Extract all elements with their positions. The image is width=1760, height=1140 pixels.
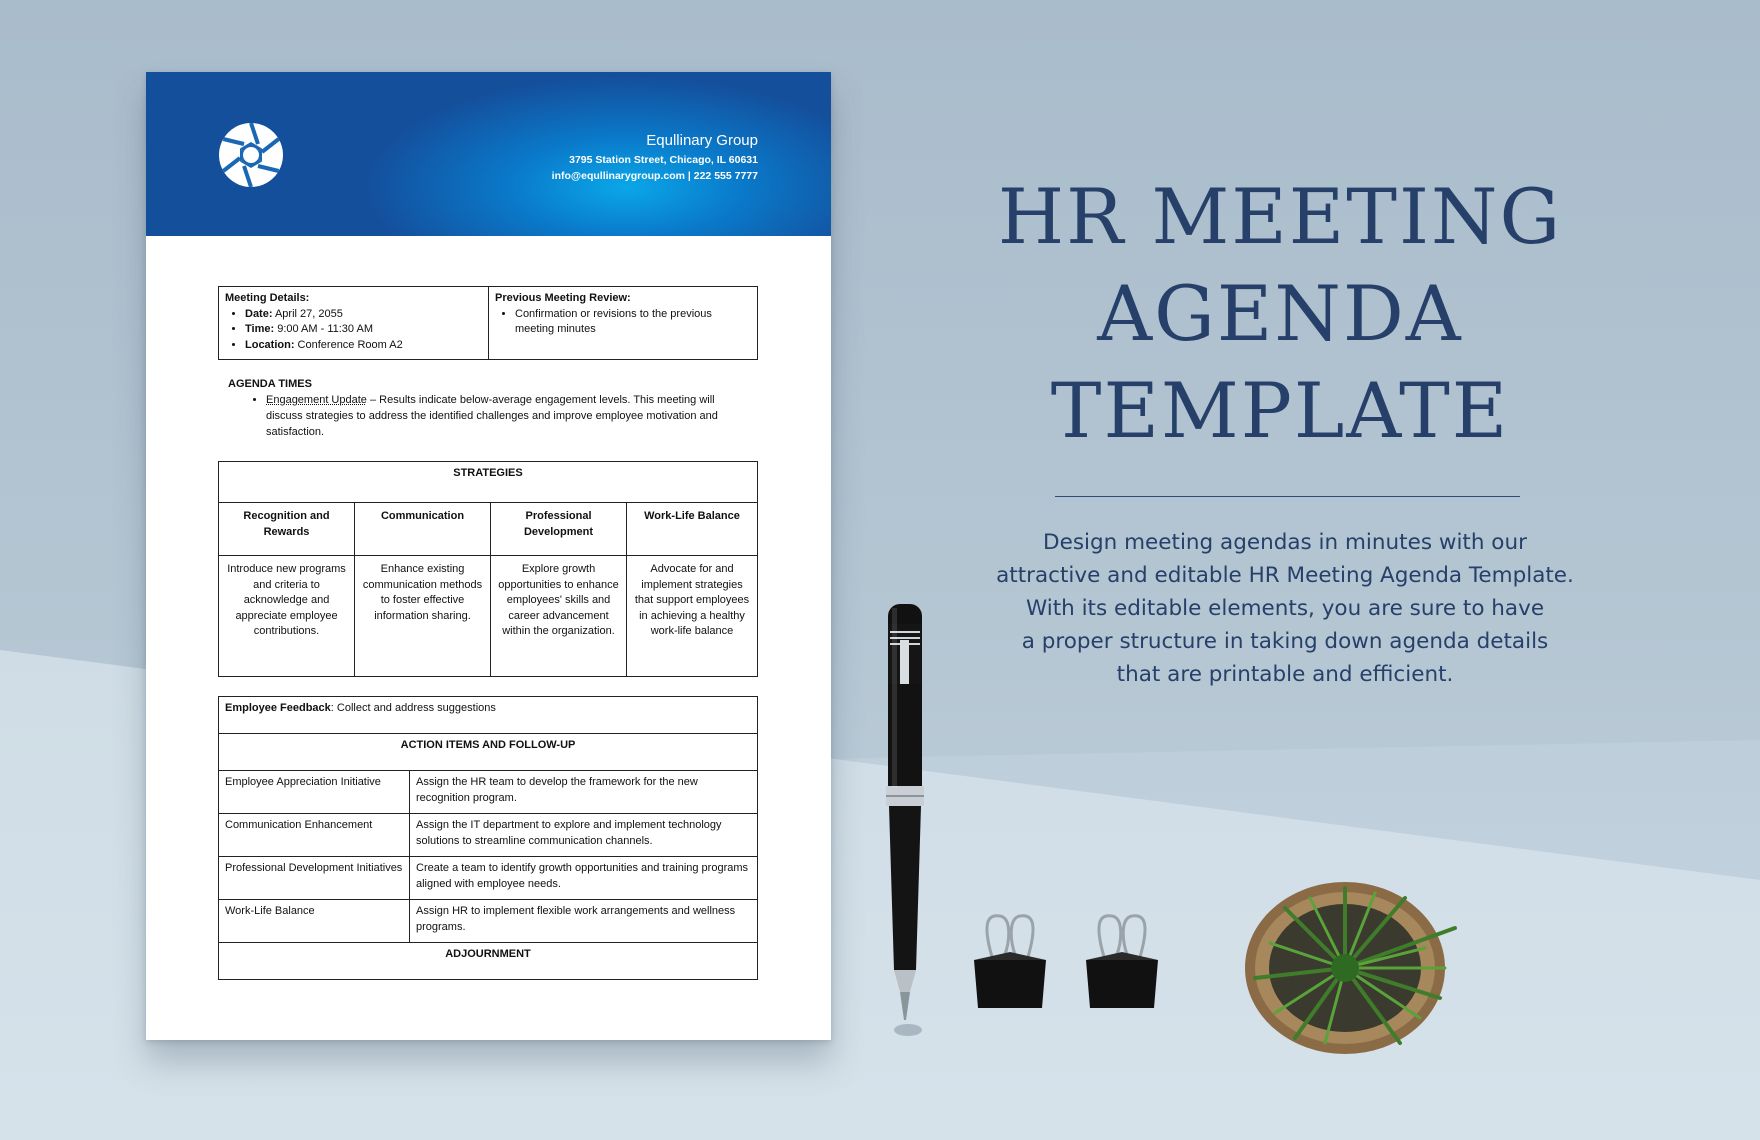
action-desc: Assign the HR team to develop the framework for the new recognition program. <box>410 771 758 814</box>
detail-label: Location: <box>245 338 295 351</box>
company-contact: info@equllinarygroup.com | 222 555 7777 <box>551 170 758 182</box>
agenda-link[interactable]: Engagement Update <box>266 394 367 406</box>
strategy-header: Professional Development <box>491 503 627 556</box>
binder-clip-icon <box>970 912 1050 1012</box>
detail-value: Conference Room A2 <box>294 338 403 351</box>
meeting-details-cell <box>219 287 489 360</box>
action-desc: Assign the IT department to explore and implement technology solutions to streamline communication channels. <box>410 814 758 857</box>
feedback-cell <box>219 697 758 734</box>
meeting-details-table <box>218 286 758 360</box>
detail-label: Date: <box>245 307 273 320</box>
binder-clip-icon <box>1082 912 1162 1012</box>
strategies-table <box>218 461 758 677</box>
action-items-table <box>218 696 758 980</box>
detail-value: 9:00 AM - 11:30 AM <box>274 323 373 335</box>
promo-title-line: HR MEETING <box>997 172 1563 261</box>
agenda-section <box>228 376 748 440</box>
feedback-label: Employee Feedback <box>225 702 331 714</box>
detail-value: April 27, 2055 <box>272 307 343 320</box>
promo-desc-line: Design meeting agendas in minutes with our <box>1043 530 1527 555</box>
strategy-body: Explore growth opportunities to enhance employees' skills and career advancement within the organization. <box>491 556 627 677</box>
strategy-header: Recognition and Rewards <box>219 503 355 556</box>
promo-title <box>950 168 1610 459</box>
strategies-title: STRATEGIES <box>219 462 758 503</box>
company-address: 3795 Station Street, Chicago, IL 60631 <box>569 154 758 166</box>
action-desc: Assign HR to implement flexible work arrangements and wellness programs. <box>410 900 758 943</box>
action-items-title: ACTION ITEMS AND FOLLOW-UP <box>219 734 758 771</box>
strategy-header: Communication <box>355 503 491 556</box>
promo-divider <box>1055 496 1520 497</box>
document-header <box>146 72 831 236</box>
meeting-details-heading: Meeting Details: <box>225 292 310 304</box>
strategy-body: Introduce new programs and criteria to acknowledge and appreciate employee contributions. <box>219 556 355 677</box>
detail-label: Time: <box>245 323 275 335</box>
agenda-text: – Results indicate below-average engagement levels. This meeting will discuss strategies to address the identified challenges and improve employee motivation and satisfaction. <box>266 394 718 438</box>
potted-plant-icon <box>1225 868 1475 1058</box>
feedback-text: : Collect and address suggestions <box>330 702 496 714</box>
promo-desc-line: that are printable and efficient. <box>1116 662 1454 687</box>
action-item: Communication Enhancement <box>219 814 410 857</box>
promo-desc-line: attractive and editable HR Meeting Agenda Template. <box>996 563 1574 588</box>
action-item: Professional Development Initiatives <box>219 857 410 900</box>
promo-title-line: TEMPLATE <box>1050 366 1510 455</box>
list-item <box>245 338 482 354</box>
action-item: Employee Appreciation Initiative <box>219 771 410 814</box>
action-item: Work-Life Balance <box>219 900 410 943</box>
pen-icon <box>880 600 930 1045</box>
aperture-logo-icon <box>218 122 284 188</box>
promo-title-line: AGENDA <box>1097 269 1463 358</box>
previous-review-heading: Previous Meeting Review: <box>495 292 631 304</box>
promo-desc-line: a proper structure in taking down agenda details <box>1021 629 1549 654</box>
adjournment: ADJOURNMENT <box>219 943 758 980</box>
promo-desc-line: With its editable elements, you are sure to have <box>1025 596 1545 621</box>
previous-review-cell <box>489 287 758 360</box>
strategy-body: Enhance existing communication methods to foster effective information sharing. <box>355 556 491 677</box>
agenda-document <box>146 72 831 1040</box>
list-item <box>266 392 748 440</box>
agenda-heading: AGENDA TIMES <box>228 378 312 390</box>
promo-description <box>990 526 1580 691</box>
strategy-header: Work-Life Balance <box>627 503 758 556</box>
list-item <box>245 307 482 323</box>
strategy-body: Advocate for and implement strategies that support employees in achieving a healthy work-life balance <box>627 556 758 677</box>
list-item: • Confirmation or revisions to the previous meeting minutes <box>515 307 751 338</box>
company-name: Equllinary Group <box>646 132 758 149</box>
list-item <box>245 322 482 338</box>
action-desc: Create a team to identify growth opportunities and training programs aligned with employee needs. <box>410 857 758 900</box>
